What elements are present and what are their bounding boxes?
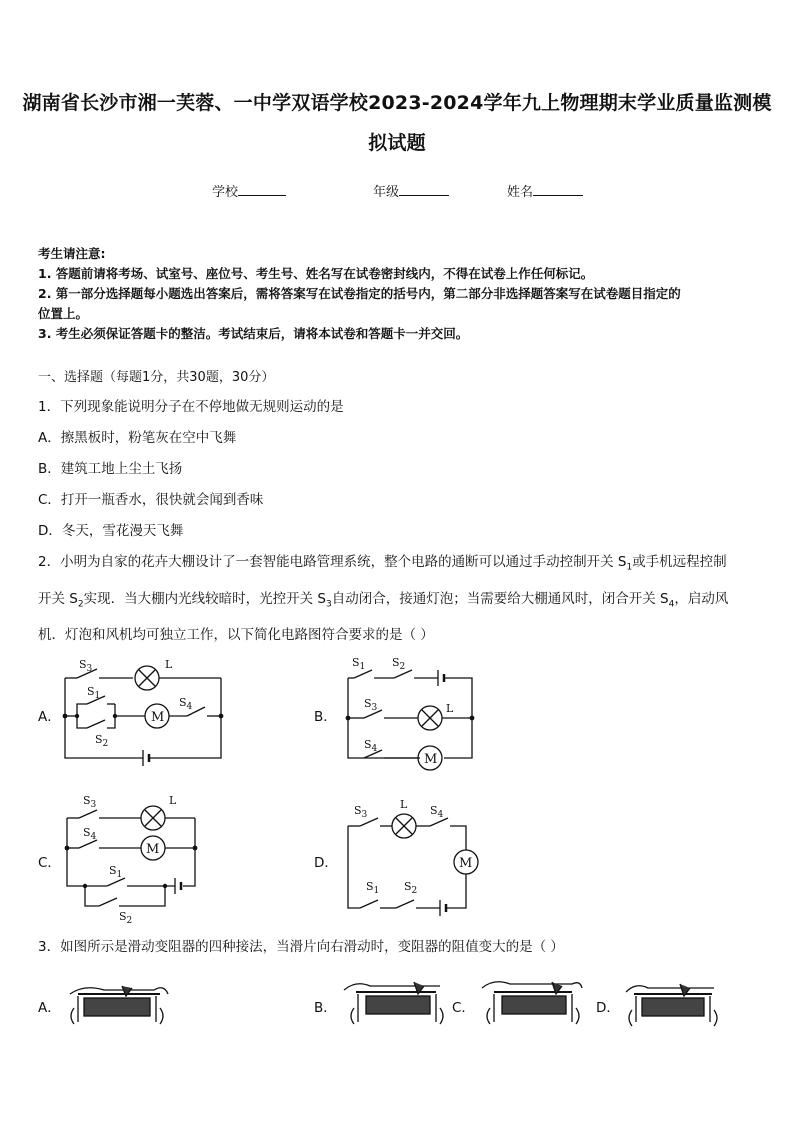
q2-label-a: A． bbox=[38, 709, 61, 725]
svg-text:S3: $S_3$ bbox=[354, 804, 368, 820]
q1-option-c: C．打开一瓶香水，很快就会闻到香味 bbox=[38, 492, 264, 508]
rheostat-b-image bbox=[340, 978, 448, 1030]
q2-line-3: 机．灯泡和风机均可独立工作，以下简化电路图符合要求的是（ ） bbox=[38, 627, 434, 644]
notice-item-3: 3. 考生必须保证答题卡的整洁。考试结束后，请将本试卷和答题卡一并交回。 bbox=[38, 326, 469, 341]
q1-option-d: D．冬天，雪花漫天飞舞 bbox=[38, 523, 184, 539]
svg-text:S4: $S_4$ bbox=[179, 696, 193, 712]
q1-option-a: A．擦黑板时，粉笔灰在空中飞舞 bbox=[38, 430, 237, 446]
svg-text:S3: $S_3$ bbox=[83, 794, 97, 810]
svg-text:S2: $S_2$ bbox=[392, 656, 406, 672]
svg-text:M: M bbox=[459, 856, 473, 871]
name-field bbox=[507, 181, 583, 200]
q2-label-c: C． bbox=[38, 855, 61, 871]
q3-label-d: D． bbox=[596, 1000, 620, 1016]
rheostat-c-image bbox=[476, 976, 586, 1030]
svg-text:S1: $S_1$ bbox=[352, 656, 366, 672]
q2-label-d: D． bbox=[314, 855, 338, 871]
svg-text:S2: $S_2$ bbox=[95, 733, 109, 749]
svg-text:S1: $S_1$ bbox=[87, 685, 101, 701]
circuit-b-diagram bbox=[330, 650, 490, 775]
q2-line-2: 开关 $S_2$实现．当大棚内光线较暗时，光控开关 $S_3$自动闭合，接通灯泡；当需要给大棚通风时，闭合开关 $S_4$，启动风 bbox=[38, 590, 729, 610]
a-motor-label: M bbox=[151, 710, 165, 725]
notice-heading: 考生请注意: bbox=[38, 246, 106, 261]
grade-label: 年级 bbox=[373, 185, 400, 200]
svg-text:L: L bbox=[446, 702, 454, 715]
circuit-d-diagram bbox=[330, 790, 490, 925]
q3-stem: 3．如图所示是滑动变阻器的四种接法，当滑片向右滑动时，变阻器的阻值变大的是（ ） bbox=[38, 939, 564, 955]
name-label: 姓名 bbox=[507, 185, 534, 200]
school-blank bbox=[238, 182, 286, 196]
a-lamp-label: L bbox=[165, 658, 173, 671]
notice-item-2b: 位置上。 bbox=[38, 306, 89, 321]
school-label: 学校 bbox=[212, 185, 239, 200]
svg-text:L: L bbox=[169, 794, 177, 807]
rheostat-d-image bbox=[622, 978, 722, 1030]
svg-text:S2: $S_2$ bbox=[404, 880, 418, 896]
grade-blank bbox=[399, 182, 449, 196]
q2-line-1: 2．小明为自家的花卉大棚设计了一套智能电路管理系统，整个电路的通断可以通过手动控制开关 $S_1$或手机远程控制 bbox=[38, 554, 727, 573]
notice-item-2a: 2. 第一部分选择题每小题选出答案后，需将答案写在试卷指定的括号内，第二部分非选择题答案写在试卷题目指定的 bbox=[38, 286, 681, 301]
notice-block bbox=[38, 244, 768, 344]
name-blank bbox=[533, 182, 583, 196]
svg-text:S3: $S_3$ bbox=[364, 697, 378, 713]
q1-option-b: B．建筑工地上尘土飞扬 bbox=[38, 461, 183, 477]
svg-text:L: L bbox=[400, 798, 408, 811]
q2-stem bbox=[38, 547, 766, 651]
svg-text:S4: $S_4$ bbox=[83, 826, 97, 842]
school-field bbox=[212, 181, 286, 200]
svg-text:S4: $S_4$ bbox=[430, 804, 444, 820]
q1-stem: 1．下列现象能说明分子在不停地做无规则运动的是 bbox=[38, 399, 344, 415]
notice-item-1: 1. 答题前请将考场、试室号、座位号、考生号、姓名写在试卷密封线内，不得在试卷上作任何标记。 bbox=[38, 266, 594, 281]
exam-title-line1: 湖南省长沙市湘一芙蓉、一中学双语学校2023-2024学年九上物理期末学业质量监测模 bbox=[22, 92, 772, 114]
q3-label-a: A． bbox=[38, 1000, 61, 1016]
q2-label-b: B． bbox=[314, 709, 337, 725]
svg-text:S3: $S_3$ bbox=[79, 658, 93, 674]
q3-label-c: C． bbox=[452, 1000, 475, 1016]
grade-field bbox=[373, 181, 449, 200]
q3-label-b: B． bbox=[314, 1000, 337, 1016]
svg-text:S1: $S_1$ bbox=[366, 880, 380, 896]
exam-title-line2: 拟试题 bbox=[368, 132, 426, 154]
circuit-c-diagram bbox=[55, 790, 235, 925]
svg-text:S1: $S_1$ bbox=[109, 864, 123, 880]
svg-text:S4: $S_4$ bbox=[364, 738, 378, 754]
circuit-a-diagram bbox=[55, 650, 235, 770]
section-heading: 一、选择题（每题1分，共30题，30分） bbox=[38, 370, 275, 385]
rheostat-a-image bbox=[64, 980, 172, 1030]
a-s3-label: S bbox=[79, 658, 87, 671]
svg-text:M: M bbox=[146, 842, 160, 857]
svg-text:S2: $S_2$ bbox=[119, 910, 133, 925]
svg-text:M: M bbox=[424, 752, 438, 767]
